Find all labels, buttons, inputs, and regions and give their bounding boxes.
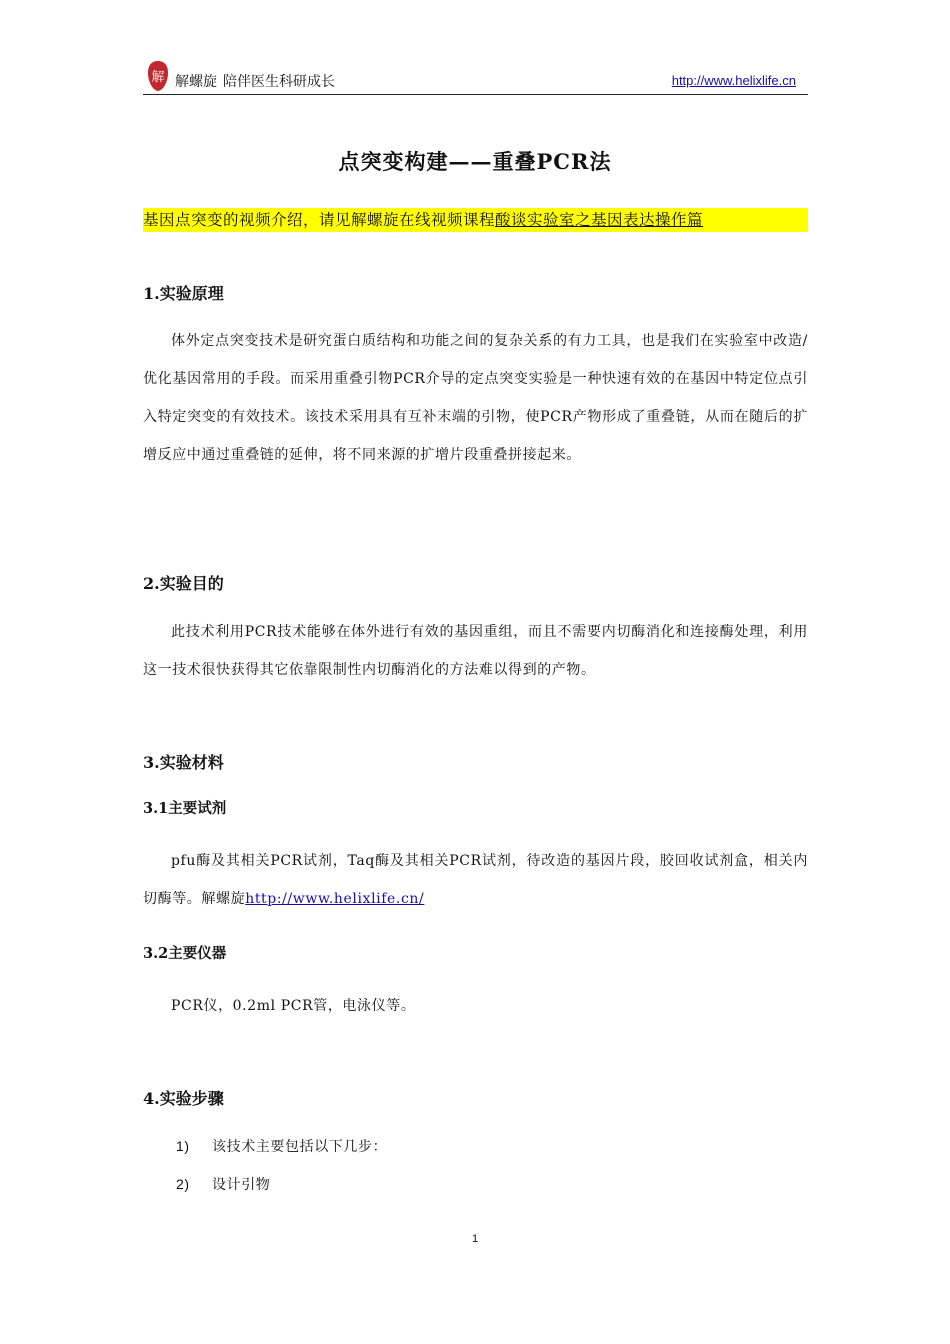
instruments-paragraph: PCR仪，0.2ml PCR管，电泳仪等。 [171, 998, 416, 1014]
section-heading-principle: 1.实验原理 [143, 284, 224, 303]
reagents-link[interactable]: http://www.helixlife.cn/ [245, 891, 425, 907]
step-text: 该技术主要包括以下几步： [212, 1139, 388, 1155]
subheading-reagents: 3.1主要试剂 [143, 800, 227, 817]
brand-slogan: 陪伴医生科研成长 [223, 74, 335, 90]
section-heading-purpose: 2.实验目的 [143, 574, 224, 593]
step-text: 设计引物 [212, 1177, 271, 1193]
purpose-paragraph: 此技术利用PCR技术能够在体外进行有效的基因重组，而且不需要内切酶消化和连接酶处理，利用这一技术很快获得其它依靠限制性内切酶消化的方法难以得到的产物。 [143, 624, 808, 678]
step-item [176, 1174, 270, 1194]
step-item [176, 1136, 387, 1156]
brand-name: 解螺旋 [175, 74, 217, 90]
course-link[interactable]: 酸谈实验室之基因表达操作篇 [495, 211, 704, 229]
header-site-link[interactable]: http://www.helixlife.cn [671, 73, 796, 88]
logo-text: 解 [151, 70, 165, 85]
section-heading-steps: 4.实验步骤 [143, 1089, 224, 1108]
document-title: 点突变构建——重叠PCR法 [338, 149, 612, 174]
brand-line [175, 71, 335, 91]
page-header [143, 58, 808, 95]
subheading-instruments: 3.2主要仪器 [143, 945, 227, 962]
reagents-text: pfu酶及其相关PCR试剂，Taq酶及其相关PCR试剂，待改造的基因片段，胶回收试剂盒，相关内切酶等。解螺旋 [143, 853, 808, 907]
notice-text: 基因点突变的视频介绍，请见解螺旋在线视频课程 [143, 211, 496, 229]
page-number: 1 [471, 1233, 479, 1245]
helixlife-logo-icon [147, 60, 169, 92]
step-number: 1) [176, 1138, 190, 1154]
video-notice [143, 208, 808, 232]
section-heading-materials: 3.实验材料 [143, 753, 224, 772]
principle-paragraph: 体外定点突变技术是研究蛋白质结构和功能之间的复杂关系的有力工具，也是我们在实验室中改造/优化基因常用的手段。而采用重叠引物PCR介导的定点突变实验是一种快速有效的在基因中特定位点引入特定突变的有效技术。该技术采用具有互补末端的引物，使PCR产物形成了重叠链，从而在随后的扩增反应中通过重叠链的延伸，将不同来源的扩增片段重叠拼接起来。 [143, 333, 808, 463]
step-number: 2) [176, 1176, 190, 1192]
reagents-paragraph [143, 842, 808, 918]
